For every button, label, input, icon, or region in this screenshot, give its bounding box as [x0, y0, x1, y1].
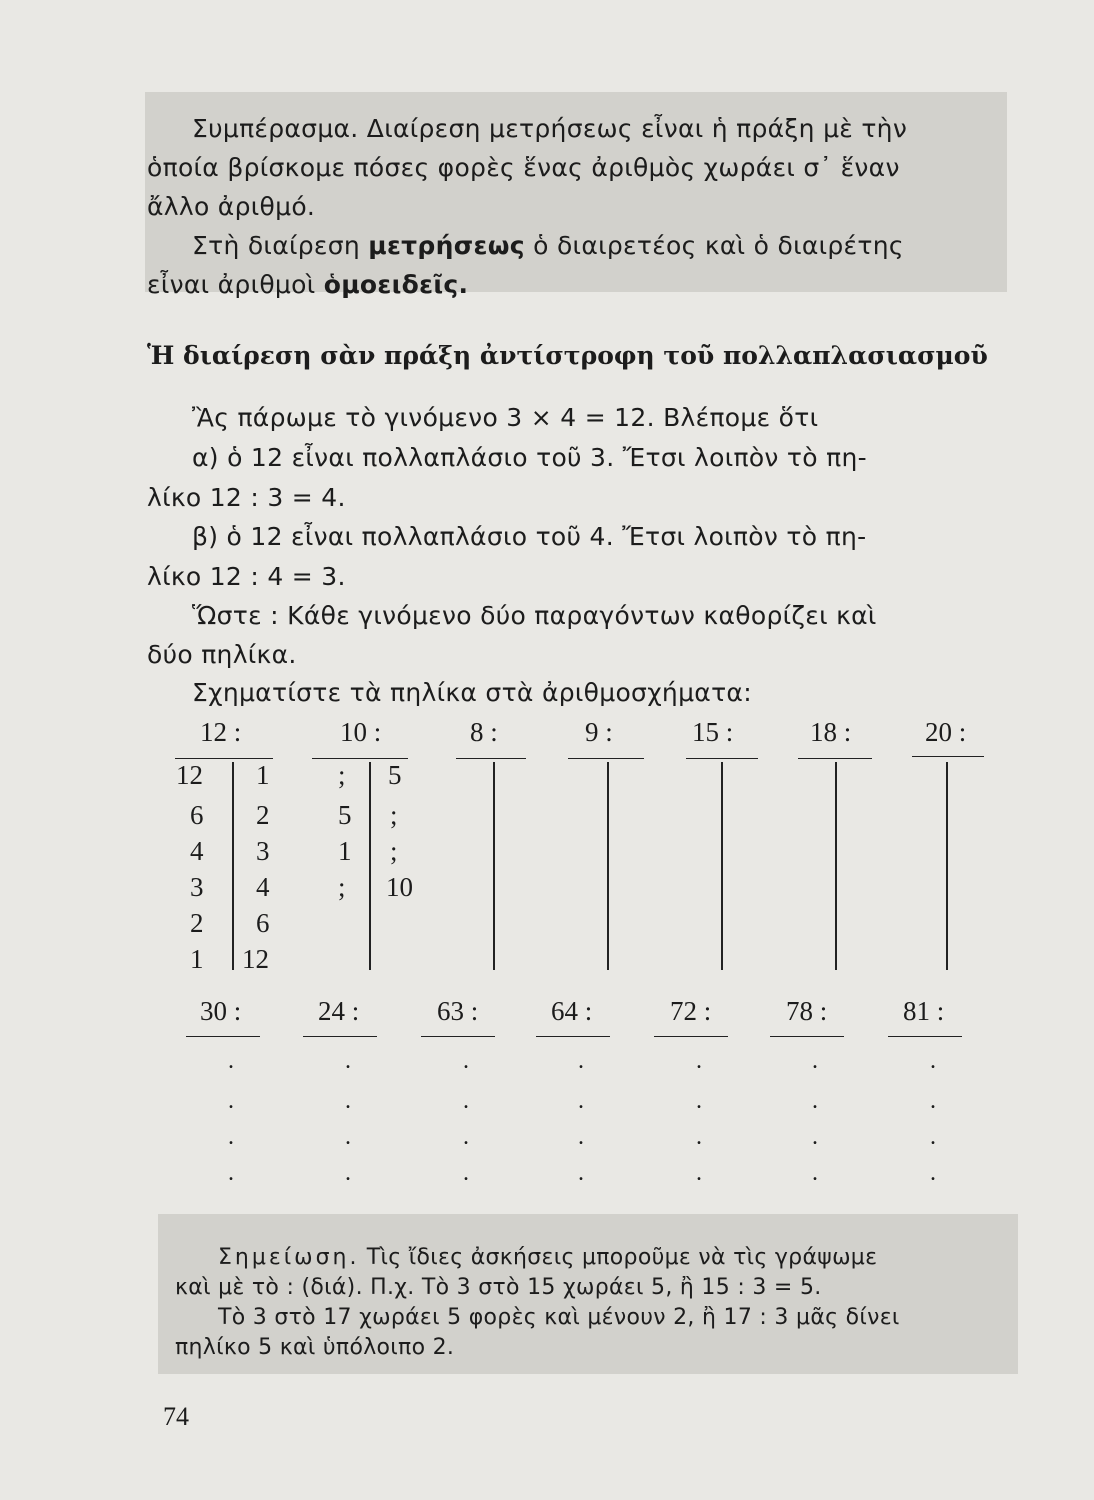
chart-12-left-value: 6	[190, 800, 204, 830]
placeholder-dot: .	[696, 1048, 702, 1074]
chart-underline	[421, 1036, 495, 1037]
conclusion-line-5a: εἶναι ἀριθμοὶ	[147, 270, 324, 299]
page-number: 74	[163, 1402, 189, 1431]
placeholder-dot: .	[345, 1088, 351, 1114]
body-line-7: δύο πηλίκα.	[147, 640, 297, 669]
chart-12-right-value: 2	[256, 800, 270, 830]
placeholder-dot: .	[578, 1124, 584, 1150]
placeholder-dot: .	[578, 1048, 584, 1074]
note-line-1-text: Τὶς ἴδιες ἀσκήσεις μποροῦμε νὰ τὶς γράψωμε	[359, 1245, 878, 1270]
conclusion-line-5	[147, 268, 468, 302]
note-line-4: πηλίκο 5 καὶ ὑπόλοιπο 2.	[175, 1335, 455, 1360]
placeholder-dot: .	[463, 1160, 469, 1186]
conclusion-line-2: ὁποία βρίσκομε πόσες φορὲς ἕνας ἀριθμὸς χωράει σ᾽ ἕναν	[147, 153, 900, 182]
conclusion-line-3: ἄλλο ἀριθμό.	[147, 192, 316, 221]
placeholder-dot: .	[463, 1088, 469, 1114]
placeholder-dot: .	[463, 1124, 469, 1150]
chart-underline	[536, 1036, 610, 1037]
placeholder-dot: .	[930, 1048, 936, 1074]
chart-12-left-value: 1	[190, 944, 204, 974]
chart-divider	[369, 762, 371, 970]
chart-10-left-value: ;	[338, 872, 346, 902]
chart-10-right-value: ;	[390, 836, 398, 866]
chart-header-8: 8 :	[470, 717, 498, 747]
note-line-2: καὶ μὲ τὸ : (διά). Π.χ. Τὸ 3 στὸ 15 χωράει 5, ἢ 15 : 3 = 5.	[175, 1275, 822, 1300]
chart-header-20: 20 :	[925, 717, 967, 747]
note-label: Σημείωση.	[218, 1245, 360, 1270]
placeholder-dot: .	[812, 1088, 818, 1114]
note-line-1	[218, 1243, 877, 1273]
body-line-5: λίκο 12 : 4 = 3.	[147, 562, 346, 591]
chart-header-18: 18 :	[810, 717, 852, 747]
chart-12-right-value: 3	[256, 836, 270, 866]
chart-underline	[175, 758, 273, 759]
placeholder-dot: .	[578, 1088, 584, 1114]
body-line-6: Ὥστε : Κάθε γινόμενο δύο παραγόντων καθορίζει καὶ	[192, 601, 877, 630]
chart-divider	[493, 762, 495, 970]
chart-header-72: 72 :	[670, 996, 712, 1026]
placeholder-dot: .	[463, 1048, 469, 1074]
placeholder-dot: .	[345, 1124, 351, 1150]
placeholder-dot: .	[228, 1160, 234, 1186]
chart-12-left-value: 3	[190, 872, 204, 902]
placeholder-dot: .	[345, 1048, 351, 1074]
placeholder-dot: .	[696, 1088, 702, 1114]
chart-underline	[686, 758, 758, 759]
placeholder-dot: .	[228, 1088, 234, 1114]
chart-12-left-value: 2	[190, 908, 204, 938]
chart-header-78: 78 :	[786, 996, 828, 1026]
chart-underline	[770, 1036, 844, 1037]
body-line-2: α) ὁ 12 εἶναι πολλαπλάσιο τοῦ 3. Ἔτσι λοιπὸν τὸ πη-	[192, 443, 867, 472]
chart-header-24: 24 :	[318, 996, 360, 1026]
chart-10-right-value: 5	[388, 760, 402, 790]
conclusion-line-4	[192, 229, 904, 263]
chart-underline	[456, 758, 526, 759]
placeholder-dot: .	[930, 1124, 936, 1150]
chart-underline	[312, 758, 408, 759]
note-line-3: Τὸ 3 στὸ 17 χωράει 5 φορὲς καὶ μένουν 2, ἢ 17 : 3 μᾶς δίνει	[218, 1305, 900, 1330]
section-heading: Ἡ διαίρεση σὰν πράξη ἀντίστροφη τοῦ πολλαπλασιασμοῦ	[147, 341, 988, 370]
chart-underline	[568, 758, 644, 759]
chart-divider	[721, 762, 723, 970]
placeholder-dot: .	[345, 1160, 351, 1186]
chart-12-right-value: 4	[256, 872, 270, 902]
placeholder-dot: .	[228, 1124, 234, 1150]
chart-header-30: 30 :	[200, 996, 242, 1026]
chart-header-63: 63 :	[437, 996, 479, 1026]
chart-underline	[798, 758, 872, 759]
placeholder-dot: .	[930, 1088, 936, 1114]
chart-header-10: 10 :	[340, 717, 382, 747]
chart-underline	[912, 756, 984, 757]
placeholder-dot: .	[812, 1160, 818, 1186]
chart-12-left-value: 12	[176, 760, 203, 790]
term-homogeneous: ὁμοειδεῖς.	[323, 270, 469, 299]
body-line-3: λίκο 12 : 3 = 4.	[147, 483, 346, 512]
placeholder-dot: .	[812, 1048, 818, 1074]
chart-underline	[303, 1036, 377, 1037]
body-line-4: β) ὁ 12 εἶναι πολλαπλάσιο τοῦ 4. Ἔτσι λοιπὸν τὸ πη-	[192, 522, 867, 551]
placeholder-dot: .	[696, 1124, 702, 1150]
chart-header-64: 64 :	[551, 996, 593, 1026]
placeholder-dot: .	[228, 1048, 234, 1074]
chart-divider	[232, 762, 234, 970]
chart-header-12: 12 :	[200, 717, 242, 747]
conclusion-line-1: Συμπέρασμα. Διαίρεση μετρήσεως εἶναι ἡ πράξη μὲ τὴν	[192, 114, 908, 143]
chart-12-right-value: 6	[256, 908, 270, 938]
chart-12-right-value: 12	[242, 944, 269, 974]
chart-header-9: 9 :	[585, 717, 613, 747]
placeholder-dot: .	[930, 1160, 936, 1186]
placeholder-dot: .	[578, 1160, 584, 1186]
chart-header-15: 15 :	[692, 717, 734, 747]
chart-10-left-value: 5	[338, 800, 352, 830]
chart-underline	[654, 1036, 728, 1037]
chart-header-81: 81 :	[903, 996, 945, 1026]
conclusion-line-4c: ὁ διαιρετέος καὶ ὁ διαιρέτης	[524, 231, 904, 260]
chart-underline	[888, 1036, 962, 1037]
chart-divider	[835, 762, 837, 970]
body-line-8: Σχηματίστε τὰ πηλίκα στὰ ἀριθμοσχήματα:	[192, 678, 752, 707]
chart-12-right-value: 1	[256, 760, 270, 790]
body-line-1: Ἂς πάρωμε τὸ γινόμενο 3 × 4 = 12. Βλέπομε ὅτι	[192, 403, 819, 432]
chart-10-right-value: 10	[386, 872, 413, 902]
chart-10-left-value: ;	[338, 760, 346, 790]
chart-10-left-value: 1	[338, 836, 352, 866]
placeholder-dot: .	[812, 1124, 818, 1150]
chart-10-right-value: ;	[390, 800, 398, 830]
chart-divider	[607, 762, 609, 970]
chart-12-left-value: 4	[190, 836, 204, 866]
conclusion-line-4a: Στὴ διαίρεση	[192, 231, 369, 260]
placeholder-dot: .	[696, 1160, 702, 1186]
chart-underline	[186, 1036, 260, 1037]
chart-divider	[946, 762, 948, 970]
term-measurement: μετρήσεως	[368, 231, 525, 260]
